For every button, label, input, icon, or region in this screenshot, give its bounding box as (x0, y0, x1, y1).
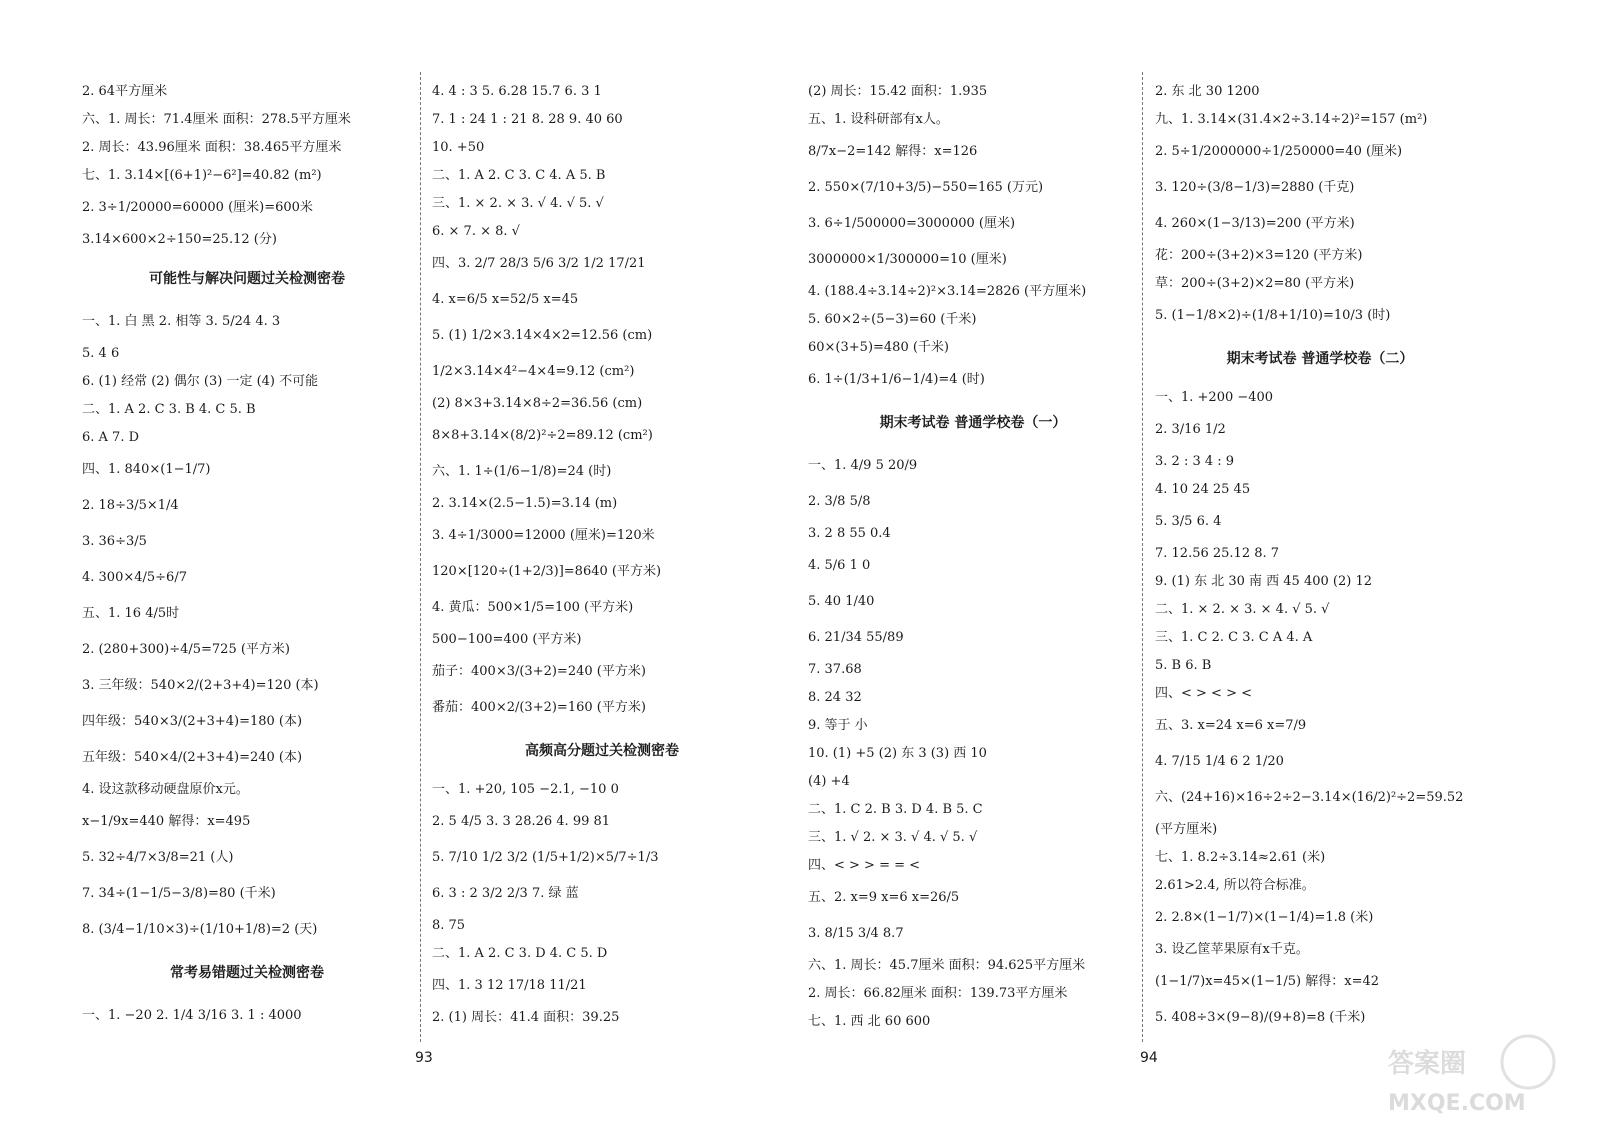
answer-line: 4. x=6/5 x=52/5 x=45 (432, 292, 579, 307)
answer-line: 2. 64平方厘米 (82, 84, 168, 99)
answer-line: 3. 2 8 55 0.4 (808, 526, 891, 541)
answer-line: 六、1. 周长：45.7厘米 面积：94.625平方厘米 (808, 958, 1086, 973)
section-heading: 期末考试卷 普通学校卷（一） (879, 415, 1067, 431)
answer-line: 7. 34÷(1−1/5−3/8)=80 (千米) (82, 886, 276, 901)
watermark-cn: 答案圈 (1388, 1049, 1467, 1079)
answer-line: 4. 300×4/5÷6/7 (82, 570, 187, 585)
answer-line: 5. 60×2÷(5−3)=60 (千米) (808, 312, 977, 327)
answer-line: 2. 550×(7/10+3/5)−550=165 (万元) (808, 180, 1044, 195)
answer-line: 3. 120÷(3/8−1/3)=2880 (千克) (1155, 180, 1355, 195)
answer-line: 四、< > < > < (1155, 686, 1252, 701)
answer-line: 2. 2.8×(1−1/7)×(1−1/4)=1.8 (米) (1155, 910, 1374, 925)
watermark-circle (1502, 1036, 1554, 1088)
answer-line: 8. (3/4−1/10×3)÷(1/10+1/8)=2 (天) (82, 922, 318, 937)
answer-column-1 (82, 78, 412, 1034)
section-heading: 常考易错题过关检测密卷 (170, 965, 324, 981)
answer-line: 2. 3÷1/20000=60000 (厘米)=600米 (82, 200, 313, 215)
answer-line: 2. 3/16 1/2 (1155, 422, 1226, 437)
answer-line: 七、1. 西 北 60 600 (808, 1014, 931, 1029)
answer-line: 2. (280+300)÷4/5=725 (平方米) (82, 642, 290, 657)
answer-line: 2. 3.14×(2.5−1.5)=3.14 (m) (432, 496, 618, 511)
answer-line: 六、1. 1÷(1/6−1/8)=24 (时) (432, 464, 612, 479)
answer-line: (4) +4 (808, 774, 850, 789)
answer-line: 3.14×600×2÷150=25.12 (分) (82, 232, 277, 247)
page-number-right: 94 (1140, 1050, 1158, 1066)
answer-line: 3. 设乙筐苹果原有x千克。 (1155, 942, 1309, 957)
answer-line: 3. 6÷1/500000=3000000 (厘米) (808, 216, 1016, 231)
answer-line: 4. 5/6 1 0 (808, 558, 871, 573)
answer-line: 500−100=400 (平方米) (432, 632, 582, 647)
answer-column-3 (808, 78, 1138, 1036)
section-heading: 可能性与解决问题过关检测密卷 (149, 271, 345, 287)
answer-line: 五、1. 16 4/5时 (82, 606, 180, 621)
answer-line: 6. 21/34 55/89 (808, 630, 904, 645)
answer-line: 一、1. 4/9 5 20/9 (808, 458, 918, 473)
answer-line: 2.61>2.4, 所以符合标准。 (1155, 878, 1315, 893)
section-heading: 高频高分题过关检测密卷 (525, 743, 679, 759)
answer-line: 四、< > > = = < (808, 858, 921, 873)
answer-line: 4. 7/15 1/4 6 2 1/20 (1155, 754, 1284, 769)
answer-line: 2. 18÷3/5×1/4 (82, 498, 179, 513)
answer-line: 6. A 7. D (82, 430, 140, 445)
answer-line: 8×8+3.14×(8/2)²÷2=89.12 (cm²) (432, 428, 653, 443)
answer-line: 五年级：540×4/(2+3+4)=240 (本) (82, 750, 303, 765)
answer-line: 7. 12.56 25.12 8. 7 (1155, 546, 1280, 561)
answer-line: 一、1. +200 −400 (1155, 390, 1274, 405)
answer-line: 五、3. x=24 x=6 x=7/9 (1155, 718, 1307, 733)
section-heading: 期末考试卷 普通学校卷（二） (1226, 351, 1414, 367)
answer-line: 五、2. x=9 x=6 x=26/5 (808, 890, 960, 905)
answer-line: (1−1/7)x=45×(1−1/5) 解得：x=42 (1155, 974, 1380, 989)
answer-line: 10. (1) +5 (2) 东 3 (3) 西 10 (808, 746, 987, 761)
answer-line: 三、1. √ 2. × 3. √ 4. √ 5. √ (808, 830, 978, 845)
answer-line: 六、(24+16)×16÷2÷2−3.14×(16/2)²÷2=59.52 (1155, 790, 1464, 805)
watermark-logo (1380, 1022, 1570, 1122)
answer-line: 四、1. 840×(1−1/7) (82, 462, 211, 477)
answer-line: 7. 37.68 (808, 662, 862, 677)
answer-line: 2. 3/8 5/8 (808, 494, 871, 509)
answer-line: 9. 等于 小 (808, 718, 868, 733)
answer-line: 一、1. +20, 105 −2.1, −10 0 (432, 782, 619, 797)
answer-line: 茄子：400×3/(3+2)=240 (平方米) (432, 664, 646, 679)
answer-line: 5. 3/5 6. 4 (1155, 514, 1222, 529)
answer-line: 一、1. 白 黑 2. 相等 3. 5/24 4. 3 (82, 314, 281, 329)
answer-column-4 (1155, 78, 1485, 1036)
answer-line: 60×(3+5)=480 (千米) (808, 340, 949, 355)
page-number-left: 93 (415, 1050, 433, 1066)
answer-line: 二、1. C 2. B 3. D 4. B 5. C (808, 802, 983, 817)
answer-line: 9. (1) 东 北 30 南 西 45 400 (2) 12 (1155, 574, 1372, 589)
answer-line: 七、1. 8.2÷3.14≈2.61 (米) (1155, 850, 1326, 865)
answer-line: 5. 40 1/40 (808, 594, 875, 609)
answer-line: 4. (188.4÷3.14÷2)²×3.14=2826 (平方厘米) (808, 284, 1087, 299)
answer-line: 120×[120÷(1+2/3)]=8640 (平方米) (432, 564, 662, 579)
answer-line: 七、1. 3.14×[(6+1)²−6²]=40.82 (m²) (82, 168, 322, 183)
answer-line: 2. 东 北 30 1200 (1155, 84, 1260, 99)
answer-line: 5. B 6. B (1155, 658, 1212, 673)
answer-line: 2. 5 4/5 3. 3 28.26 4. 99 81 (432, 814, 611, 829)
answer-line: 3. 4÷1/3000=12000 (厘米)=120米 (432, 528, 655, 543)
answer-line: 7. 1 : 24 1 : 21 8. 28 9. 40 60 (432, 112, 623, 127)
answer-line: 4. 设这款移动硬盘原价x元。 (82, 782, 249, 797)
answer-line: 五、1. 设科研部有x人。 (808, 112, 949, 127)
answer-line: 三、1. C 2. C 3. C A 4. A (1155, 630, 1313, 645)
answer-line: 5. 408÷3×(9−8)/(9+8)=8 (千米) (1155, 1010, 1366, 1025)
answer-line: 6. 1÷(1/3+1/6−1/4)=4 (时) (808, 372, 985, 387)
answer-line: 4. 260×(1−3/13)=200 (平方米) (1155, 216, 1355, 231)
answer-line: 6. (1) 经常 (2) 偶尔 (3) 一定 (4) 不可能 (82, 374, 319, 389)
answer-line: 2. 周长：66.82厘米 面积：139.73平方厘米 (808, 986, 1068, 1001)
answer-line: 3000000×1/300000=10 (厘米) (808, 252, 1007, 267)
answer-line: 九、1. 3.14×(31.4×2÷3.14÷2)²=157 (m²) (1155, 112, 1428, 127)
answer-line: 2. 5÷1/2000000÷1/250000=40 (厘米) (1155, 144, 1403, 159)
answer-line: (2) 8×3+3.14×8÷2=36.56 (cm) (432, 396, 643, 411)
answer-line: 1/2×3.14×4²−4×4=9.12 (cm²) (432, 364, 635, 379)
answer-line: 四年级：540×3/(2+3+4)=180 (本) (82, 714, 303, 729)
answer-line: 8/7x−2=142 解得：x=126 (808, 144, 978, 159)
answer-line: 5. 7/10 1/2 3/2 (1/5+1/2)×5/7÷1/3 (432, 850, 659, 865)
answer-line: 一、1. −20 2. 1/4 3/16 3. 1 : 4000 (82, 1008, 302, 1023)
column-divider (1142, 72, 1143, 1042)
answer-line: 3. 8/15 3/4 8.7 (808, 926, 904, 941)
answer-line: 5. (1−1/8×2)÷(1/8+1/10)=10/3 (时) (1155, 308, 1391, 323)
answer-line: 5. (1) 1/2×3.14×4×2=12.56 (cm) (432, 328, 653, 343)
answer-line: 3. 三年级：540×2/(2+3+4)=120 (本) (82, 678, 319, 693)
answer-line: 二、1. A 2. C 3. B 4. C 5. B (82, 402, 256, 417)
answer-line: 4. 10 24 25 45 (1155, 482, 1251, 497)
answer-line: 二、1. × 2. × 3. × 4. √ 5. √ (1155, 602, 1330, 617)
answer-line: 三、1. × 2. × 3. √ 4. √ 5. √ (432, 196, 604, 211)
answer-line: (平方厘米) (1155, 822, 1218, 837)
answer-line: 6. 3 : 2 3/2 2/3 7. 绿 蓝 (432, 886, 579, 901)
answer-line: 2. (1) 周长：41.4 面积：39.25 (432, 1010, 620, 1025)
answer-line: 3. 2 : 3 4 : 9 (1155, 454, 1235, 469)
answer-line: 3. 36÷3/5 (82, 534, 147, 549)
answer-line: 8. 75 (432, 918, 466, 933)
answer-line: 草：200÷(3+2)×2=80 (平方米) (1155, 276, 1355, 291)
answer-line: 四、1. 3 12 17/18 11/21 (432, 978, 587, 993)
answer-line: 二、1. A 2. C 3. C 4. A 5. B (432, 168, 606, 183)
answer-line: 10. +50 (432, 140, 485, 155)
column-divider (420, 72, 421, 1042)
answer-line: (2) 周长：15.42 面积：1.935 (808, 84, 988, 99)
watermark-en: MXQE.COM (1388, 1091, 1526, 1116)
answer-line: 番茄：400×2/(3+2)=160 (平方米) (432, 700, 646, 715)
answer-line: 8. 24 32 (808, 690, 862, 705)
answer-line: 5. 32÷4/7×3/8=21 (人) (82, 850, 234, 865)
answer-line: 六、1. 周长：71.4厘米 面积：278.5平方厘米 (82, 112, 351, 127)
answer-line: 5. 4 6 (82, 346, 120, 361)
answer-line: 4. 4 : 3 5. 6.28 15.7 6. 3 1 (432, 84, 602, 99)
answer-line: 花：200÷(3+2)×3=120 (平方米) (1155, 248, 1363, 263)
answer-line: 4. 黄瓜：500×1/5=100 (平方米) (432, 600, 634, 615)
answer-column-2 (432, 78, 772, 1032)
answer-line: 四、3. 2/7 28/3 5/6 3/2 1/2 17/21 (432, 256, 646, 271)
answer-line: 二、1. A 2. C 3. D 4. C 5. D (432, 946, 608, 961)
answer-line: x−1/9x=440 解得：x=495 (82, 814, 251, 829)
answer-line: 6. × 7. × 8. √ (432, 224, 520, 239)
answer-line: 2. 周长：43.96厘米 面积：38.465平方厘米 (82, 140, 342, 155)
